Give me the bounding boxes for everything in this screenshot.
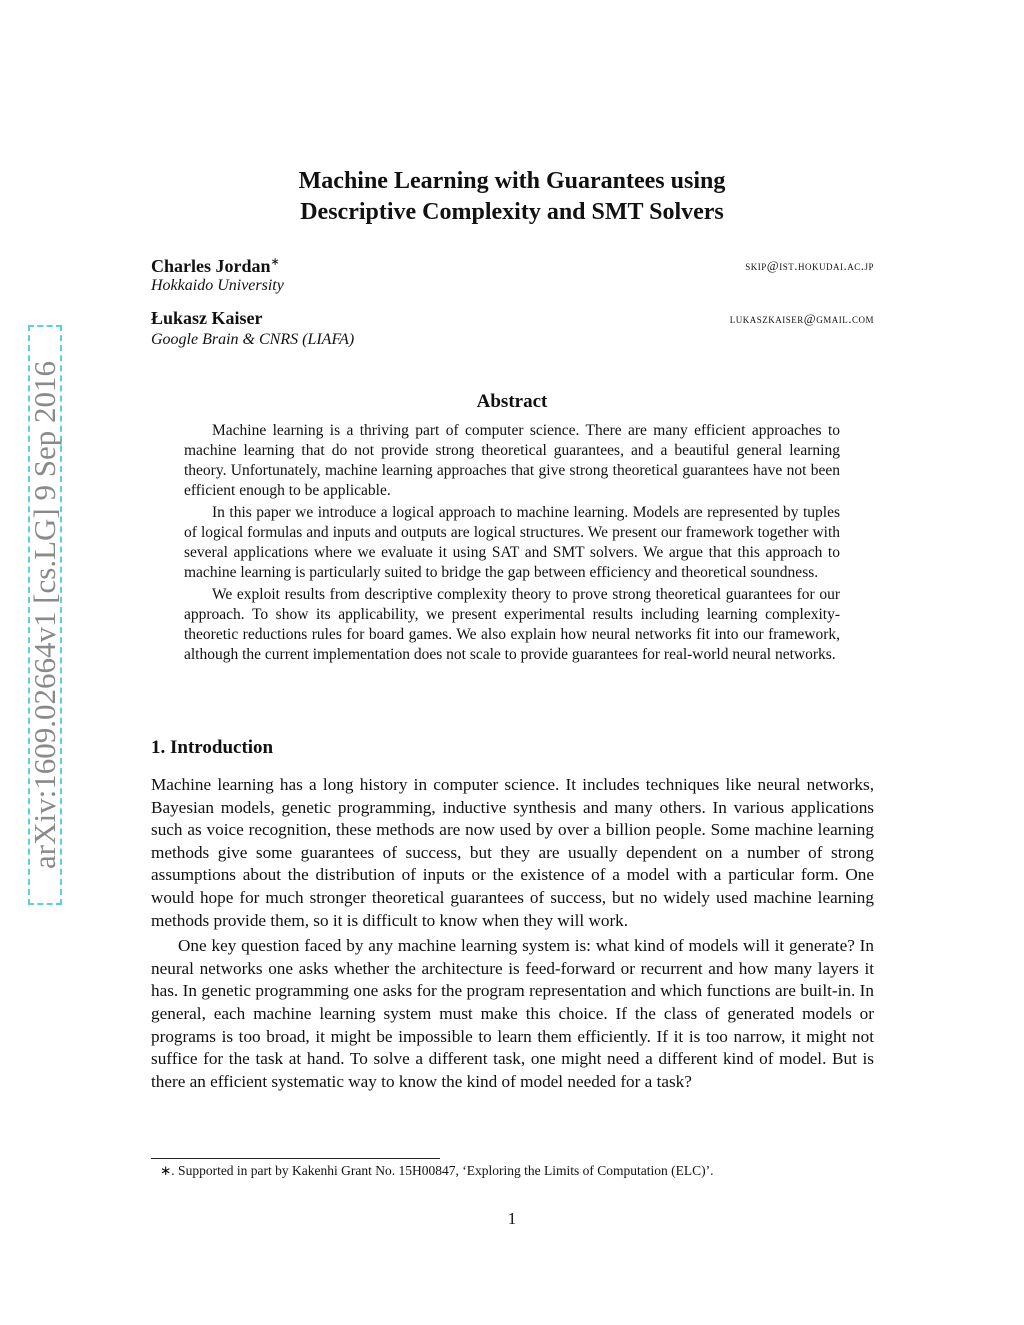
author-1-name-text: Charles Jordan [151,256,271,276]
author-2-affiliation: Google Brain & CNRS (LIAFA) [151,331,355,348]
intro-paragraph-2: One key question faced by any machine learning system is: what kind of models will it generate? In neural networks one asks whether the architecture is feed-forward or recurrent and how many layers it has. In genetic programming one asks for the program representation and which functions are built-in. In general, each machine learning system must make this choice. If the class of generated models or programs is too broad, it might be impossible to learn them efficiently. If it is too narrow, it might not suffice for the task at hand. To solve a different task, one might need a different kind of model. But is there an efficient systematic way to know the kind of model needed for a task? [151,936,874,1091]
footnote-rule [151,1158,440,1159]
title-line-2: Descriptive Complexity and SMT Solvers [300,199,724,225]
intro-paragraph-1: Machine learning has a long history in computer science. It includes techniques like neural networks, Bayesian models, genetic programming, inductive synthesis and many others. In various applications such as voice recognition, these methods are now used by over a billion people. Some machine learning methods give some guarantees of success, but they are usually dependent on a number of strong assumptions about the distribution of inputs or the existence of a model with a particular form. One would hope for much stronger theoretical guarantees of success, but no widely used machine learning methods provide them, so it is difficult to know when they will work. [151,775,874,930]
introduction-body [151,774,874,1096]
author-1-affiliation: Hokkaido University [151,277,284,294]
abstract-body [184,421,840,667]
author-1-email[interactable]: skip@ist.hokudai.ac.jp [745,258,874,273]
author-2-name [151,308,263,329]
arxiv-stamp-text: arXiv:1609.02664v1 [cs.LG] 9 Sep 2016 [27,361,62,869]
abstract-paragraph-2: In this paper we introduce a logical approach to machine learning. Models are represented by tuples of logical formulas and inputs and outputs are logical structures. We present our framework together with several applications where we evaluate it using SAT and SMT solvers. We argue that this approach to machine learning is particularly suited to bridge the gap between efficiency and theoretical soundness. [184,504,840,581]
page-number: 1 [507,1209,517,1228]
abstract-paragraph-3: We exploit results from descriptive complexity theory to prove strong theoretical guarantees for our approach. To show its applicability, we present experimental results including learning complexity-theoretic reductions rules for board games. We also explain how neural networks fit into our framework, although the current implementation does not scale to provide guarantees for real-world neural networks. [184,586,840,663]
arxiv-stamp [28,325,62,905]
title-line-1: Machine Learning with Guarantees using [298,168,726,194]
abstract-paragraph-1: Machine learning is a thriving part of computer science. There are many efficient approaches to machine learning that do not provide strong theoretical guarantees, and a beautiful general learning theory. Unfortunately, machine learning approaches that give strong theoretical guarantees have not been efficient enough to be applicable. [184,422,840,499]
author-1-name [151,255,280,277]
paper-title [150,166,874,228]
author-2-name-text: Łukasz Kaiser [151,308,263,328]
footnote: ∗. Supported in part by Kakenhi Grant No. 15H00847, ‘Exploring the Limits of Computation (ELC)’. [160,1163,714,1178]
abstract-heading: Abstract [476,391,548,412]
section-heading-introduction: 1. Introduction [151,737,274,758]
author-1-footnote-mark: ∗ [270,256,280,268]
author-2-email[interactable]: lukaszkaiser@gmail.com [729,311,874,326]
